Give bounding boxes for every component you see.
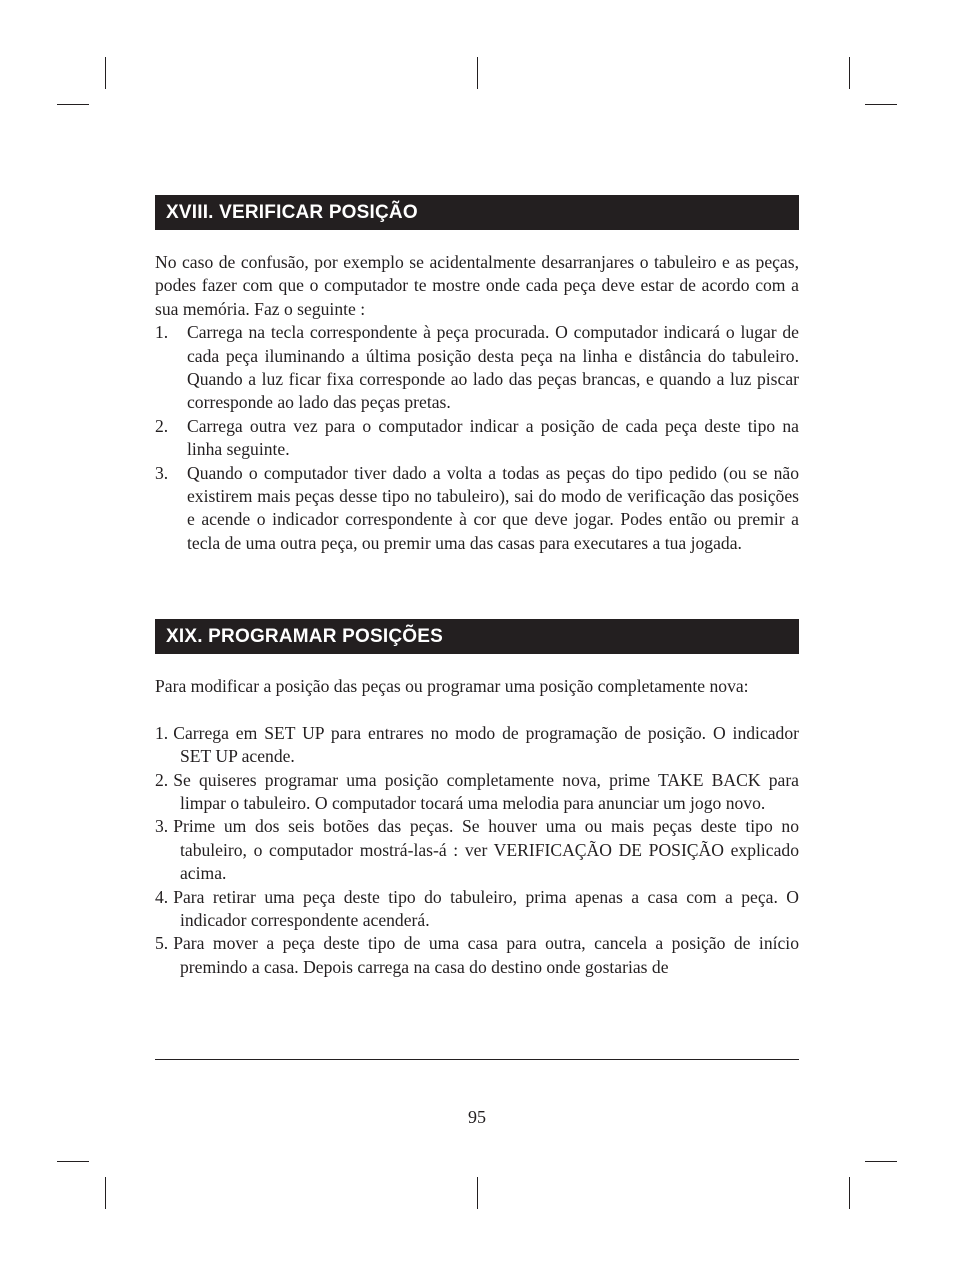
crop-mark	[477, 57, 478, 89]
page-number: 95	[468, 1107, 486, 1127]
section-body-verificar-posicao	[155, 251, 799, 555]
list-item	[155, 462, 799, 556]
list-number: 2.	[155, 415, 169, 436]
list-number: 3.	[155, 462, 169, 483]
crop-mark	[865, 1161, 897, 1162]
list-item	[155, 415, 799, 462]
crop-mark	[477, 1177, 478, 1209]
crop-mark	[105, 57, 106, 89]
list-item	[155, 886, 799, 933]
list-number: 1.	[155, 322, 169, 343]
list-item-text: Se quiseres programar uma posição completamente nova, prime TAKE BACK para limpar o tabuleiro. O computador tocará uma melodia para anunciar um jogo novo.	[173, 769, 799, 814]
list-number: 4.	[155, 886, 169, 907]
list-item-text: Carrega na tecla correspondente à peça procurada. O computador indicará o lugar de cada peça iluminando a última posição desta peça na linha e distância do tabuleiro. Quando a luz ficar fixa corresponde ao lado das peças brancas, e quando a luz piscar corresponde ao lado das peças pretas.	[187, 322, 799, 413]
crop-mark	[57, 104, 89, 105]
crop-mark	[865, 104, 897, 105]
list-item	[155, 815, 799, 885]
crop-mark	[105, 1177, 106, 1209]
list-number: 3.	[155, 816, 169, 837]
crop-mark	[849, 57, 850, 89]
footer-divider	[155, 1059, 799, 1060]
list-item-text: Prime um dos seis botões das peças. Se houver uma ou mais peças deste tipo no tabuleiro, o computador mostrá-las-á : ver VERIFICAÇÃO DE POSIÇÃO explicado acima.	[173, 816, 799, 884]
section-heading-programar-posicoes: XIX. PROGRAMAR POSIÇÕES	[155, 619, 799, 654]
list-item	[155, 722, 799, 769]
list-item	[155, 932, 799, 979]
list-item-text: Carrega em SET UP para entrares no modo de programação de posição. O indicador SET UP acende.	[173, 722, 799, 767]
crop-mark	[57, 1161, 89, 1162]
list-item	[155, 769, 799, 816]
section-body-programar-posicoes	[155, 675, 799, 979]
list-item-text: Quando o computador tiver dado a volta a todas as peças do tipo pedido (ou se não existirem mais peças desse tipo no tabuleiro), sai do modo de verificação das posições e acende o indicador correspondente à cor que deve jogar. Podes então ou premir a tecla de uma outra peça, ou premir uma das casas para executares a tua jogada.	[187, 462, 799, 553]
list-number: 1.	[155, 722, 169, 743]
list-item-text: Carrega outra vez para o computador indicar a posição de cada peça deste tipo na linha seguinte.	[187, 415, 799, 460]
intro-paragraph: No caso de confusão, por exemplo se acidentalmente desarranjares o tabuleiro e as peças, podes fazer com que o computador te mostre onde cada peça deve estar de acordo com a sua memória. Faz o seguinte :	[155, 252, 799, 319]
steps-list	[155, 321, 799, 555]
steps-list	[155, 722, 799, 979]
intro-paragraph: Para modificar a posição das peças ou programar uma posição completamente nova:	[155, 676, 749, 696]
crop-mark	[849, 1177, 850, 1209]
list-item-text: Para retirar uma peça deste tipo do tabuleiro, prima apenas a casa com a peça. O indicador correspondente acenderá.	[173, 886, 799, 931]
list-number: 2.	[155, 769, 169, 790]
list-number: 5.	[155, 933, 169, 954]
list-item	[155, 321, 799, 415]
section-heading-verificar-posicao: XVIII. VERIFICAR POSIÇÃO	[155, 195, 799, 230]
list-item-text: Para mover a peça deste tipo de uma casa para outra, cancela a posição de início premindo a casa. Depois carrega na casa do destino onde gostarias de	[173, 933, 799, 977]
